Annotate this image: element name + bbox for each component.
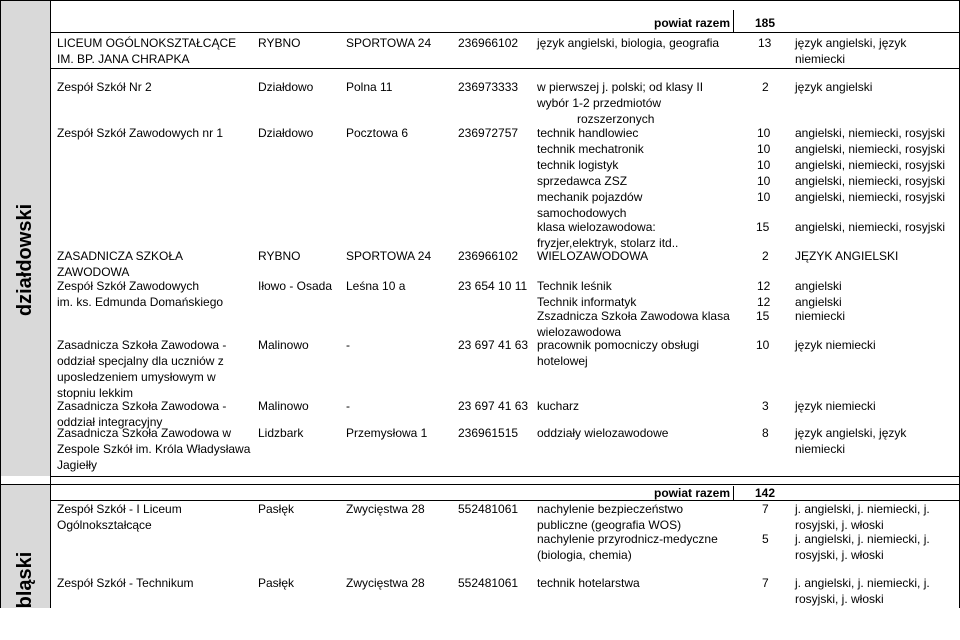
languages: język angielski, język <box>795 36 907 50</box>
count: 10 <box>757 174 771 188</box>
count: 7 <box>762 502 769 516</box>
school-name: Zespół Szkół Zawodowych <box>57 279 200 293</box>
divider <box>733 486 734 500</box>
street: - <box>346 338 350 352</box>
languages: angielski, niemiecki, rosyjski <box>795 158 946 172</box>
profile: nachylenie przyrodnicz-medyczne <box>537 532 718 546</box>
profile: technik mechatronik <box>537 142 644 156</box>
languages: j. angielski, j. niemiecki, j. <box>795 532 930 546</box>
profile: klasa wielozawodowa: <box>537 220 656 234</box>
region-label-dzialdowski: działdowski <box>14 203 36 317</box>
languages: język angielski, język <box>795 426 907 440</box>
summary-label: powiat razem <box>654 16 731 30</box>
school-name: ZAWODOWA <box>57 265 130 279</box>
summary-label: powiat razem <box>654 486 731 500</box>
count: 12 <box>757 279 771 293</box>
street: SPORTOWA 24 <box>346 249 432 263</box>
count: 2 <box>762 249 769 263</box>
languages: niemiecki <box>795 52 846 66</box>
phone: 23 697 41 63 <box>458 399 529 413</box>
divider <box>50 476 960 477</box>
profile: publiczne (geografia WOS) <box>537 518 682 532</box>
count: 8 <box>762 426 769 440</box>
profile: (biologia, chemia) <box>537 548 632 562</box>
languages: angielski, niemiecki, rosyjski <box>795 220 946 234</box>
profile: Technik informatyk <box>537 295 637 309</box>
count: 3 <box>762 399 769 413</box>
languages: niemiecki <box>795 442 846 456</box>
school-name: Jagiełły <box>57 458 98 472</box>
profile: w pierwszej j. polski; od klasy II <box>537 80 704 94</box>
languages: angielski, niemiecki, rosyjski <box>795 174 946 188</box>
profile: wybór 1-2 przedmiotów <box>537 96 662 110</box>
languages: angielski, niemiecki, rosyjski <box>795 126 946 140</box>
profile: Zszadnicza Szkoła Zawodowa klasa <box>537 309 730 323</box>
school-name: Zespół Szkół Zawodowych nr 1 <box>57 126 224 140</box>
school-name: uposledzeniem umysłowym w <box>57 370 216 384</box>
school-name: Zespół Szkół - Technikum <box>57 576 194 590</box>
school-name: Ogólnokształcące <box>57 518 152 532</box>
town: Pasłęk <box>258 502 295 516</box>
count: 10 <box>757 158 771 172</box>
languages: rosyjski, j. włoski <box>795 518 884 532</box>
street: SPORTOWA 24 <box>346 36 432 50</box>
school-name: Zespół Szkół Nr 2 <box>57 80 152 94</box>
profile: kucharz <box>537 399 580 413</box>
phone: 236973333 <box>458 80 519 94</box>
profile: Technik leśnik <box>537 279 612 293</box>
divider <box>50 68 960 69</box>
divider <box>733 10 734 32</box>
count: 15 <box>756 220 770 234</box>
languages: rosyjski, j. włoski <box>795 592 884 606</box>
divider <box>50 32 960 33</box>
languages: j. angielski, j. niemiecki, j. <box>795 576 930 590</box>
town: Malinowo <box>258 338 309 352</box>
profile: technik logistyk <box>537 158 619 172</box>
town: Lidzbark <box>258 426 304 440</box>
school-name: Zasadnicza Szkoła Zawodowa w <box>57 426 232 440</box>
town: RYBNO <box>258 36 301 50</box>
profile: technik handlowiec <box>537 126 639 140</box>
street: Leśna 10 a <box>346 279 406 293</box>
street: - <box>346 399 350 413</box>
count: 5 <box>762 532 769 546</box>
town: Malinowo <box>258 399 309 413</box>
profile: język angielski, biologia, geografia <box>537 36 720 50</box>
street: Zwycięstwa 28 <box>346 576 425 590</box>
summary-value: 185 <box>755 16 776 30</box>
languages: j. angielski, j. niemiecki, j. <box>795 502 930 516</box>
profile: WIELOZAWODOWA <box>537 249 649 263</box>
street: Pocztowa 6 <box>346 126 409 140</box>
school-name: oddział integracyjny <box>57 415 163 429</box>
school-name: ZASADNICZA SZKOŁA <box>57 249 184 263</box>
divider <box>0 484 960 485</box>
phone: 236961515 <box>458 426 519 440</box>
profile: oddziały wielozawodowe <box>537 426 669 440</box>
school-name: Zespole Szkół im. Króla Władysława <box>57 442 251 456</box>
profile: rozszerzonych <box>577 112 655 126</box>
profile: hotelowej <box>537 354 588 368</box>
school-name: Zasadnicza Szkoła Zawodowa - <box>57 399 227 413</box>
count: 7 <box>762 576 769 590</box>
town: Działdowo <box>258 126 314 140</box>
divider <box>0 0 960 1</box>
school-name: Zespół Szkół - I Liceum <box>57 502 182 516</box>
count: 12 <box>757 295 771 309</box>
town: Pasłęk <box>258 576 295 590</box>
phone: 236966102 <box>458 249 519 263</box>
profile: wielozawodowa <box>537 325 622 339</box>
town: RYBNO <box>258 249 301 263</box>
count: 13 <box>758 36 772 50</box>
phone: 23 697 41 63 <box>458 338 529 352</box>
phone: 552481061 <box>458 502 519 516</box>
profile: fryzjer,elektryk, stolarz itd.. <box>537 236 679 250</box>
phone: 236966102 <box>458 36 519 50</box>
phone: 23 654 10 11 <box>458 279 528 293</box>
languages: angielski <box>795 295 842 309</box>
languages: angielski <box>795 279 842 293</box>
languages: angielski, niemiecki, rosyjski <box>795 142 946 156</box>
town: Działdowo <box>258 80 314 94</box>
school-name: oddział specjalny dla uczniów z <box>57 354 224 368</box>
languages: JĘZYK ANGIELSKI <box>795 249 899 263</box>
count: 10 <box>757 126 771 140</box>
languages: język angielski <box>795 80 873 94</box>
count: 15 <box>756 309 770 323</box>
region-label-blaski: bląski <box>14 551 36 609</box>
profile: sprzedawca ZSZ <box>537 174 628 188</box>
profile: technik hotelarstwa <box>537 576 640 590</box>
phone: 236972757 <box>458 126 519 140</box>
school-name: IM. BP. JANA CHRAPKA <box>57 52 190 66</box>
divider <box>0 0 1 608</box>
count: 10 <box>756 338 770 352</box>
street: Przemysłowa 1 <box>346 426 428 440</box>
profile: nachylenie bezpieczeństwo <box>537 502 684 516</box>
phone: 552481061 <box>458 576 519 590</box>
profile: pracownik pomocniczy obsługi <box>537 338 700 352</box>
count: 10 <box>757 190 771 204</box>
count: 10 <box>757 142 771 156</box>
profile: samochodowych <box>537 206 627 220</box>
school-name: im. ks. Edmunda Domańskiego <box>57 295 224 309</box>
town: Iłowo - Osada <box>258 279 333 293</box>
languages: język niemiecki <box>795 338 876 352</box>
divider <box>50 0 51 608</box>
languages: niemiecki <box>795 309 846 323</box>
languages: język niemiecki <box>795 399 876 413</box>
school-name: stopniu lekkim <box>57 386 134 400</box>
languages: rosyjski, j. włoski <box>795 548 884 562</box>
profile: mechanik pojazdów <box>537 190 643 204</box>
school-name: Zasadnicza Szkoła Zawodowa - <box>57 338 227 352</box>
street: Zwycięstwa 28 <box>346 502 425 516</box>
languages: angielski, niemiecki, rosyjski <box>795 190 946 204</box>
count: 2 <box>762 80 769 94</box>
school-name: LICEUM OGÓLNOKSZTAŁCĄCE <box>57 36 237 50</box>
street: Polna 11 <box>346 80 393 94</box>
summary-value: 142 <box>755 486 776 500</box>
